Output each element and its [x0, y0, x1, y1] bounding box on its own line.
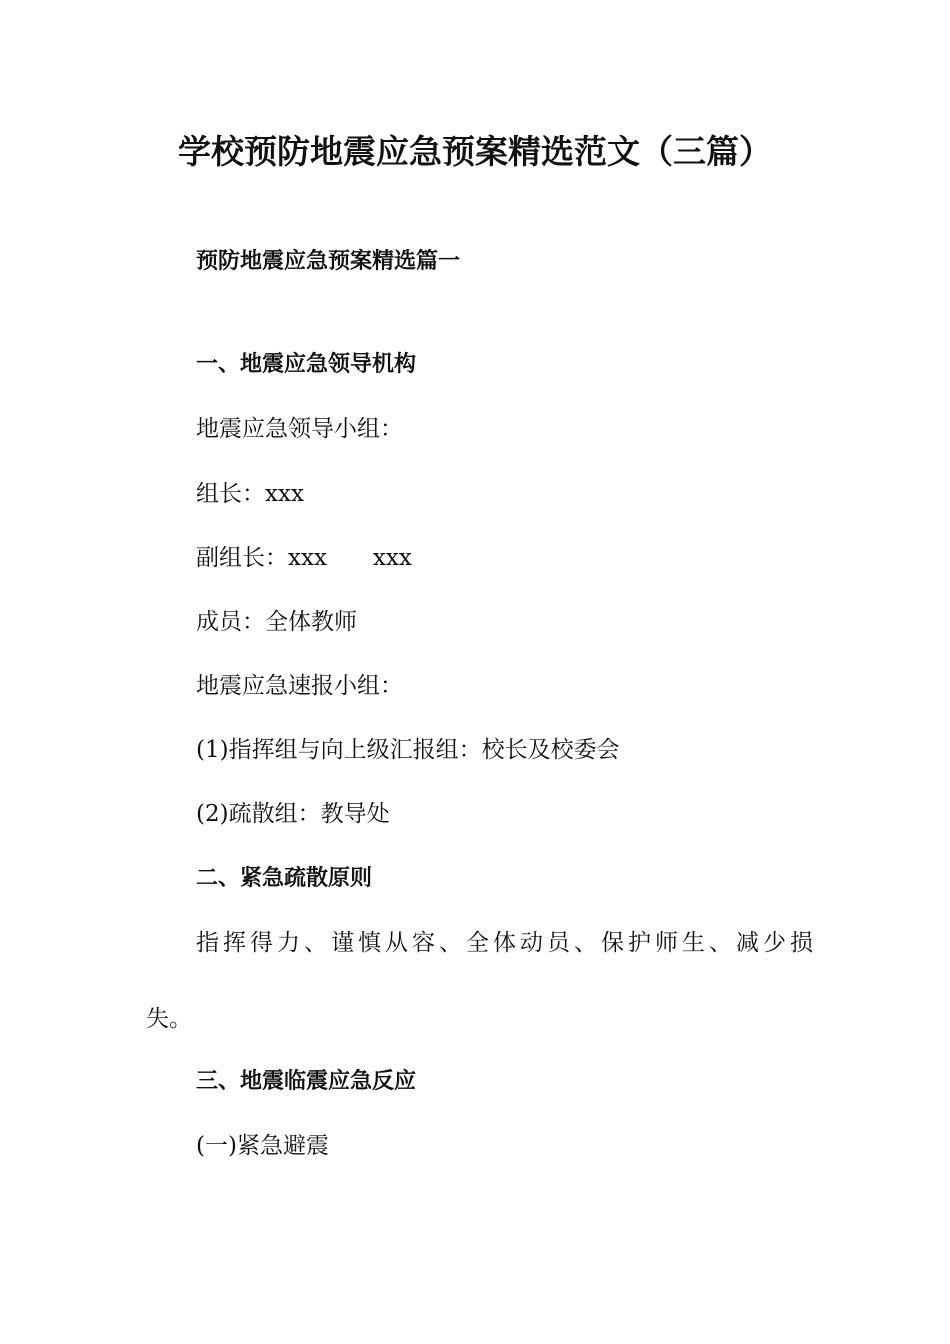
principle-text-line1: 指挥得力、谨慎从容、全体动员、保护师生、减少损	[196, 930, 817, 956]
report-group-label: 地震应急速报小组：	[196, 673, 403, 699]
subheading-emergency-shelter: (一)紧急避震	[196, 1133, 329, 1159]
leader-line: 组长：xxx	[196, 481, 304, 507]
vice-leader-line: 副组长：xxx xxx	[196, 545, 412, 571]
section-title: 预防地震应急预案精选篇一	[196, 249, 461, 274]
heading-leadership: 一、地震应急领导机构	[196, 352, 417, 377]
list-item-evacuation: (2)疏散组：教导处	[196, 801, 390, 827]
heading-response: 三、地震临震应急反应	[196, 1069, 417, 1094]
members-line: 成员：全体教师	[196, 609, 357, 635]
list-item-command: (1)指挥组与向上级汇报组：校长及校委会	[196, 737, 620, 763]
document-title: 学校预防地震应急预案精选范文（三篇）	[178, 132, 772, 171]
principle-text-line2: 失。	[146, 1006, 192, 1032]
leader-group-label: 地震应急领导小组：	[196, 416, 403, 442]
heading-principles: 二、紧急疏散原则	[196, 866, 373, 891]
